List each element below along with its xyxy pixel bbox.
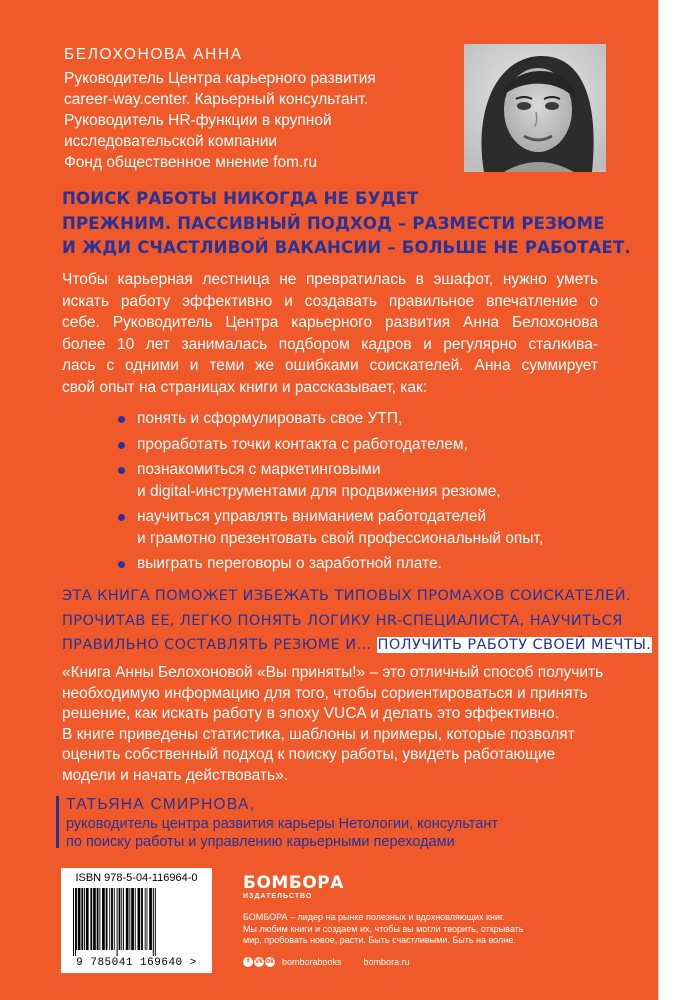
list-item-text: и грамотно презентовать свой профессиональный опыт, — [137, 529, 544, 547]
publisher-subtitle: ИЗДАТЕЛЬСТВО — [243, 893, 313, 900]
intro-paragraph — [62, 269, 598, 398]
intro-line: искать работу эффективно и создавать правильное впечатление о — [62, 292, 598, 310]
odnoklassniki-icon[interactable]: ok — [265, 957, 275, 965]
barcode-bar — [90, 888, 92, 950]
barcode-bar — [126, 888, 129, 950]
barcode-bar — [109, 888, 110, 950]
publisher-block — [243, 874, 523, 967]
promo-highlight: ПОЛУЧИТЬ РАБОТУ СВОЕЙ МЕЧТЫ. — [377, 637, 652, 653]
bullet-dot-icon — [118, 514, 125, 521]
list-item-text: научиться управлять вниманием работодателей — [137, 508, 487, 525]
barcode-bar — [131, 888, 134, 950]
reviewer-role-line: по поиску работы и управлению карьерными переходами — [66, 834, 455, 850]
author-photo — [464, 44, 606, 172]
publisher-description-line: мир, пробовать новое, расти. Быть счастливыми. Быть на волне. — [243, 935, 516, 945]
barcode-bar — [93, 888, 96, 950]
bullet-dot-icon — [118, 561, 125, 568]
intro-line: свой опыт на страницах книги и рассказывает, как: — [62, 378, 428, 396]
barcode-bar — [97, 888, 99, 950]
barcode-digits: 9 785041 169640 > — [76, 957, 197, 969]
promo-line-plain: ПРАВИЛЬНО СОСТАВЛЯТЬ РЕЗЮМЕ И... — [62, 637, 372, 653]
barcode-bar — [153, 888, 154, 956]
author-bio-line: Руководитель Центра карьерного развития — [64, 70, 376, 87]
publisher-logo: БОМБОРА — [243, 873, 344, 893]
promo-text — [62, 584, 652, 658]
isbn-number: ISBN 978-5-04-116964-0 — [75, 872, 198, 884]
barcode-bar — [138, 888, 141, 950]
publisher-links — [243, 957, 523, 967]
bullet-dot-icon — [118, 467, 125, 474]
quote-line: В книге приведены статистика, шаблоны и примеры, которые позволят — [62, 725, 575, 743]
intro-line: более 10 лет занималась подбором кадров и регулярно сталкива- — [62, 335, 598, 353]
social-icons — [243, 957, 275, 967]
barcode-bar — [147, 888, 148, 950]
author-name: БЕЛОХОНОВА АННА — [64, 46, 243, 63]
quote-line: «Книга Анны Белохоновой «Вы приняты!» – это отличный способ получить — [62, 664, 604, 681]
list-item — [118, 408, 598, 430]
author-portrait-image — [464, 44, 606, 172]
bullet-dot-icon — [118, 416, 125, 423]
list-item — [118, 506, 598, 549]
list-item — [118, 434, 598, 456]
spine-edge — [658, 0, 675, 1000]
signature-divider — [56, 796, 59, 848]
intro-line: лась с одними и теми же ошибками соискателей. Анна суммирует — [62, 357, 598, 374]
list-item-text: понять и сформулировать свое УТП, — [137, 410, 403, 427]
barcode-block — [61, 868, 212, 973]
list-item-text: и digital-инструментами для продвижения резюме, — [137, 482, 501, 500]
list-item-text: познакомиться с маркетинговыми — [137, 461, 381, 478]
quote-line: модели и начать действовать». — [62, 766, 289, 784]
intro-line: Чтобы карьерная лестница не превратилась в эшафот, нужно уметь — [62, 271, 598, 288]
barcode-bar — [155, 888, 156, 956]
reviewer-name: ТАТЬЯНА СМИРНОВА, — [66, 796, 256, 813]
headline-line: ПРЕЖНИМ. ПАССИВНЫЙ ПОДХОД – РАЗМЕСТИ РЕЗЮМЕ — [62, 213, 605, 233]
barcode-bar — [76, 888, 77, 950]
benefits-list — [118, 408, 598, 579]
intro-line: себе. Руководитель Центра карьерного развития Анна Белохонова — [62, 314, 598, 331]
barcode-bar — [102, 888, 105, 950]
barcode-bar — [73, 888, 74, 956]
barcode-bar — [121, 888, 122, 950]
facebook-icon[interactable]: f — [243, 957, 253, 967]
barcode-bar — [117, 888, 118, 956]
quote-line: оценить собственный подход к поиску работы, увидеть работающие — [62, 746, 556, 763]
barcode-bar — [123, 888, 124, 950]
barcode-bar — [129, 888, 130, 950]
quote-line: решение, как искать работу в эпоху VUCA и делать это эффективно. — [62, 705, 560, 722]
author-bio-line: career-way.center. Карьерный консультант. — [64, 91, 368, 108]
author-bio-line: Фонд общественное мнение fom.ru — [64, 154, 318, 171]
headline — [62, 187, 631, 261]
barcode-bar — [111, 888, 113, 950]
reviewer-role-line: руководитель центра развития карьеры Нетологии, консультант — [66, 816, 498, 832]
list-item-text: проработать точки контакта с работодателем, — [137, 435, 468, 453]
publisher-description — [243, 912, 523, 947]
barcode-bar — [135, 888, 136, 950]
headline-line: И ЖДИ СЧАСТЛИВОЙ ВАКАНСИИ – БОЛЬШЕ НЕ РАБОТАЕТ. — [62, 238, 631, 257]
list-item — [118, 553, 598, 575]
author-bio-line: исследовательской компании — [64, 133, 278, 150]
barcode-bar — [81, 888, 83, 950]
promo-line: ЭТА КНИГА ПОМОЖЕТ ИЗБЕЖАТЬ ТИПОВЫХ ПРОМАХОВ СОИСКАТЕЛЕЙ. — [62, 588, 631, 604]
barcode-bar — [149, 888, 152, 950]
bullet-dot-icon — [118, 442, 125, 449]
author-block — [64, 46, 444, 173]
promo-line — [62, 633, 652, 658]
barcode-bar — [114, 888, 115, 950]
reviewer-role — [66, 815, 536, 851]
barcode-bar — [86, 888, 89, 950]
quote-line: необходимую информацию для того, чтобы сориентироваться и принять — [62, 684, 588, 702]
publisher-description-line: Мы любим книги и создаем их, чтобы вы могли творить, открывать — [243, 923, 524, 934]
barcode-image — [71, 888, 202, 956]
vk-icon[interactable]: vk — [255, 957, 263, 965]
publisher-website-link[interactable]: bombora.ru — [363, 956, 410, 967]
barcode-bar — [78, 888, 81, 950]
social-handle[interactable]: bomborabooks — [282, 956, 342, 967]
promo-line: ПРОЧИТАВ ЕЕ, ЛЕГКО ПОНЯТЬ ЛОГИКУ HR-СПЕЦИАЛИСТА, НАУЧИТЬСЯ — [62, 612, 623, 629]
barcode-bar — [84, 888, 85, 950]
author-bio-line: Руководитель HR-функции в крупной — [64, 112, 332, 129]
list-item — [118, 459, 598, 502]
barcode-bar — [141, 888, 143, 950]
publisher-description-line: БОМБОРА – лидер на рынке полезных и вдохновляющих книг. — [243, 912, 505, 922]
headline-line: ПОИСК РАБОТЫ НИКОГДА НЕ БУДЕТ — [62, 189, 419, 208]
list-item-text: выиграть переговоры о заработной плате. — [137, 555, 442, 572]
barcode-bar — [106, 888, 108, 950]
barcode-bar — [119, 888, 121, 950]
review-quote — [62, 663, 602, 786]
barcode-bar — [75, 888, 76, 956]
barcode-bar — [145, 888, 146, 950]
barcode-bar — [99, 888, 100, 950]
